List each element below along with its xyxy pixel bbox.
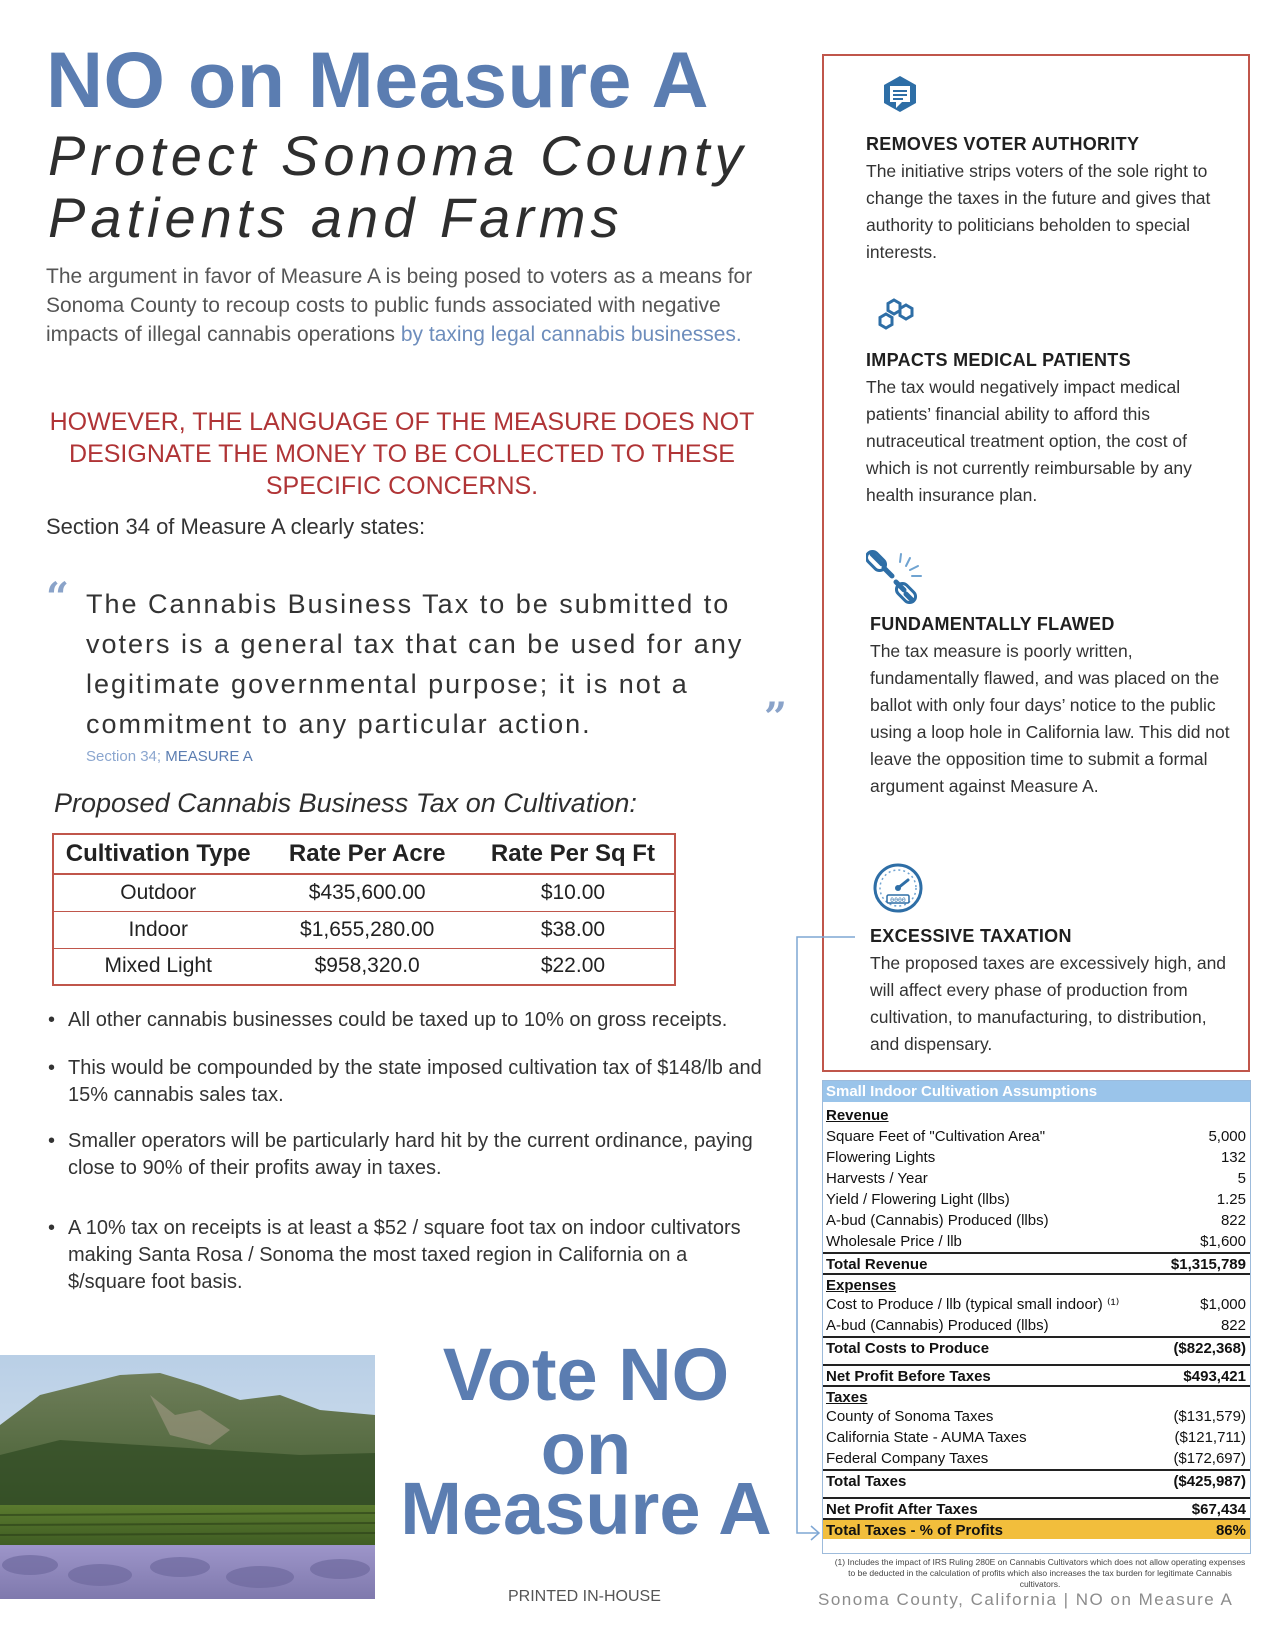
assumption-row: [823, 1497, 1250, 1518]
table-cell: Mixed Light: [53, 948, 262, 985]
vineyard-photo: [0, 1355, 375, 1599]
assumption-label: A-bud (Cannabis) Produced (llbs): [826, 1317, 1049, 1334]
assumption-row: [823, 1469, 1250, 1490]
assumption-value: 5: [1237, 1170, 1246, 1187]
point-text: The initiative strips voters of the sole right to change the taxes in the future and gives that authority to politicians beholden to special interests.: [866, 161, 1211, 262]
assumption-label: Harvests / Year: [826, 1170, 928, 1187]
point-text: The tax would negatively impact medical patients’ financial ability to afford this nutraceutical treatment option, the cost of which is not currently reimbursable by any health insurance plan.: [866, 377, 1192, 505]
bullet-dot: •: [48, 1057, 56, 1079]
assumption-value: ($131,579): [1173, 1408, 1246, 1425]
assumption-value: 1.25: [1216, 1191, 1246, 1208]
assumption-row: [823, 1147, 1250, 1168]
assumption-row: [823, 1385, 1250, 1406]
assumption-label: Net Profit After Taxes: [826, 1501, 978, 1518]
assumption-label: Total Revenue: [826, 1256, 928, 1273]
assumption-row: [823, 1210, 1250, 1231]
section-intro: Section 34 of Measure A clearly states:: [46, 514, 426, 539]
point-text: The proposed taxes are excessively high, and will affect every phase of production from cultivation, to manufacturing, to distribution, and dispensary.: [870, 953, 1227, 1054]
intro-paragraph: [46, 262, 756, 349]
assumption-label: Cost to Produce / llb (typical small indoor) ⁽¹⁾: [826, 1296, 1120, 1313]
chat-bubble-icon: [880, 74, 920, 118]
column-header: Rate Per Acre: [262, 834, 471, 874]
bullet-dot: •: [48, 1217, 56, 1239]
assumption-row: [823, 1231, 1250, 1252]
column-header: Rate Per Sq Ft: [472, 834, 675, 874]
assumption-value: ($822,368): [1173, 1340, 1246, 1357]
bullet-text: Smaller operators will be particularly hard hit by the current ordinance, paying close to 90% of their profits away in taxes.: [68, 1130, 753, 1179]
bullet-dot: •: [48, 1130, 56, 1152]
assumption-row: [823, 1364, 1250, 1385]
assumption-label: Federal Company Taxes: [826, 1450, 989, 1467]
bullet-text: This would be compounded by the state imposed cultivation tax of $148/lb and 15% cannabis sales tax.: [68, 1057, 762, 1106]
assumption-row: [823, 1252, 1250, 1273]
assumption-value: ($172,697): [1173, 1450, 1246, 1467]
cultivation-assumptions-table: [822, 1080, 1251, 1554]
quote-text: The Cannabis Business Tax to be submitted to voters is a general tax that can be used for any legitimate governmental purpose; it is not a commitment to any particular action.: [86, 589, 744, 739]
table-row: [53, 874, 675, 911]
table-header-row: [53, 834, 675, 874]
assumption-row: [823, 1518, 1250, 1539]
point-text: The tax measure is poorly written, fundamentally flawed, and was placed on the ballot with only four days’ notice to the public using a loop hole in California law. This did not leave the opposition time to submit a formal argument against Measure A.: [870, 641, 1230, 796]
assumption-value: ($425,987): [1173, 1473, 1246, 1490]
assumption-value: 5,000: [1208, 1128, 1246, 1145]
broken-chain-icon: [866, 548, 928, 606]
assumption-row: [823, 1315, 1250, 1336]
table-cell: $10.00: [472, 874, 675, 911]
tax-rate-table: [52, 833, 676, 986]
close-quote-mark: ”: [764, 694, 788, 741]
vote-no-line-1: Vote NO: [442, 1333, 730, 1416]
assumption-label: Revenue: [826, 1107, 889, 1124]
assumption-row: [823, 1273, 1250, 1294]
table-cell: $38.00: [472, 911, 675, 948]
assumption-value: $1,600: [1200, 1233, 1246, 1250]
assumption-label: Expenses: [826, 1277, 897, 1294]
table-row: [53, 948, 675, 985]
table-cell: $958,320.0: [262, 948, 471, 985]
assumption-value: $493,421: [1183, 1368, 1246, 1385]
point-heading: REMOVES VOTER AUTHORITY: [866, 134, 1140, 154]
assumption-label: Total Taxes: [826, 1473, 907, 1490]
assumption-row: [823, 1294, 1250, 1315]
quote-source-prefix: Section 34;: [86, 748, 166, 765]
assumption-value: 132: [1220, 1149, 1246, 1166]
bullet-dot: •: [48, 1009, 56, 1031]
assumption-label: California State - AUMA Taxes: [826, 1429, 1027, 1446]
assumption-row: [823, 1406, 1250, 1427]
assumption-label: Taxes: [826, 1389, 868, 1406]
vineyard-landscape-image: [0, 1355, 375, 1599]
assumption-row: [823, 1168, 1250, 1189]
assumption-label: Total Taxes - % of Profits: [826, 1522, 1003, 1539]
page-footer: Sonoma County, California | NO on Measure A: [818, 1590, 1234, 1609]
printed-in-house-note: PRINTED IN-HOUSE: [508, 1588, 661, 1605]
assumption-value: 822: [1220, 1317, 1246, 1334]
point-heading: EXCESSIVE TAXATION: [870, 926, 1072, 946]
assumption-row: [823, 1189, 1250, 1210]
assumption-label: Flowering Lights: [826, 1149, 936, 1166]
assumption-row: [823, 1448, 1250, 1469]
subtitle-line-1: Protect Sonoma County: [48, 124, 748, 187]
assumption-label: A-bud (Cannabis) Produced (llbs): [826, 1212, 1049, 1229]
assumption-row: [823, 1336, 1250, 1357]
assumption-row: [823, 1105, 1250, 1126]
assumptions-title: Small Indoor Cultivation Assumptions: [823, 1081, 1250, 1102]
assumption-label: Wholesale Price / llb: [826, 1233, 962, 1250]
speedometer-icon: [872, 862, 924, 914]
molecule-icon: [872, 292, 916, 334]
vote-no-line-3: Measure A: [400, 1467, 772, 1550]
quote-source-name: MEASURE A: [165, 748, 253, 765]
assumption-label: Yield / Flowering Light (llbs): [826, 1191, 1010, 1208]
point-heading: FUNDAMENTALLY FLAWED: [870, 614, 1115, 634]
assumption-row: [823, 1126, 1250, 1147]
assumption-value: $1,315,789: [1170, 1256, 1246, 1273]
assumption-row: [823, 1427, 1250, 1448]
assumption-label: County of Sonoma Taxes: [826, 1408, 994, 1425]
speedometer-digits: 0000: [890, 896, 906, 904]
open-quote-mark: “: [46, 574, 70, 621]
bullet-text: A 10% tax on receipts is at least a $52 / square foot tax on indoor cultivators making Santa Rosa / Sonoma the most taxed region in California on a $/square foot basis.: [68, 1217, 741, 1293]
table-cell: $22.00: [472, 948, 675, 985]
tax-table-title: Proposed Cannabis Business Tax on Cultivation:: [54, 788, 637, 818]
point-heading: IMPACTS MEDICAL PATIENTS: [866, 350, 1131, 370]
quote-source: [86, 748, 253, 765]
assumption-label: Net Profit Before Taxes: [826, 1368, 991, 1385]
intro-highlight: by taxing legal cannabis businesses.: [400, 323, 742, 346]
assumption-value: 822: [1220, 1212, 1246, 1229]
vote-no-line-2: on: [540, 1407, 632, 1490]
column-header: Cultivation Type: [53, 834, 262, 874]
table-cell: Indoor: [53, 911, 262, 948]
assumption-value: 86%: [1215, 1522, 1246, 1539]
assumption-value: $1,000: [1200, 1296, 1246, 1313]
table-cell: $1,655,280.00: [262, 911, 471, 948]
table-cell: $435,600.00: [262, 874, 471, 911]
assumptions-footnote: (1) Includes the impact of IRS Ruling 280E on Cannabis Cultivators which does not allow operating expenses to be deducted in the calculation of profits which also increases the tax burden for legitimate Cannabis cultivators.: [834, 1557, 1246, 1589]
subtitle-line-2: Patients and Farms: [48, 186, 624, 249]
assumption-value: $67,434: [1191, 1501, 1246, 1518]
warning-statement: HOWEVER, THE LANGUAGE OF THE MEASURE DOES NOT DESIGNATE THE MONEY TO BE COLLECTED TO THESE SPECIFIC CONCERNS.: [49, 408, 755, 500]
assumption-value: ($121,711): [1174, 1429, 1246, 1446]
table-row: [53, 911, 675, 948]
intro-text: The argument in favor of Measure A is being posed to voters as a means for Sonoma County to recoup costs to public funds associated with negative impacts of illegal cannabis operations: [46, 265, 753, 346]
assumption-label: Total Costs to Produce: [826, 1340, 990, 1357]
table-cell: Outdoor: [53, 874, 262, 911]
assumption-label: Square Feet of "Cultivation Area": [826, 1128, 1046, 1145]
bullet-text: All other cannabis businesses could be taxed up to 10% on gross receipts.: [68, 1009, 728, 1031]
page-title: NO on Measure A: [46, 35, 710, 124]
